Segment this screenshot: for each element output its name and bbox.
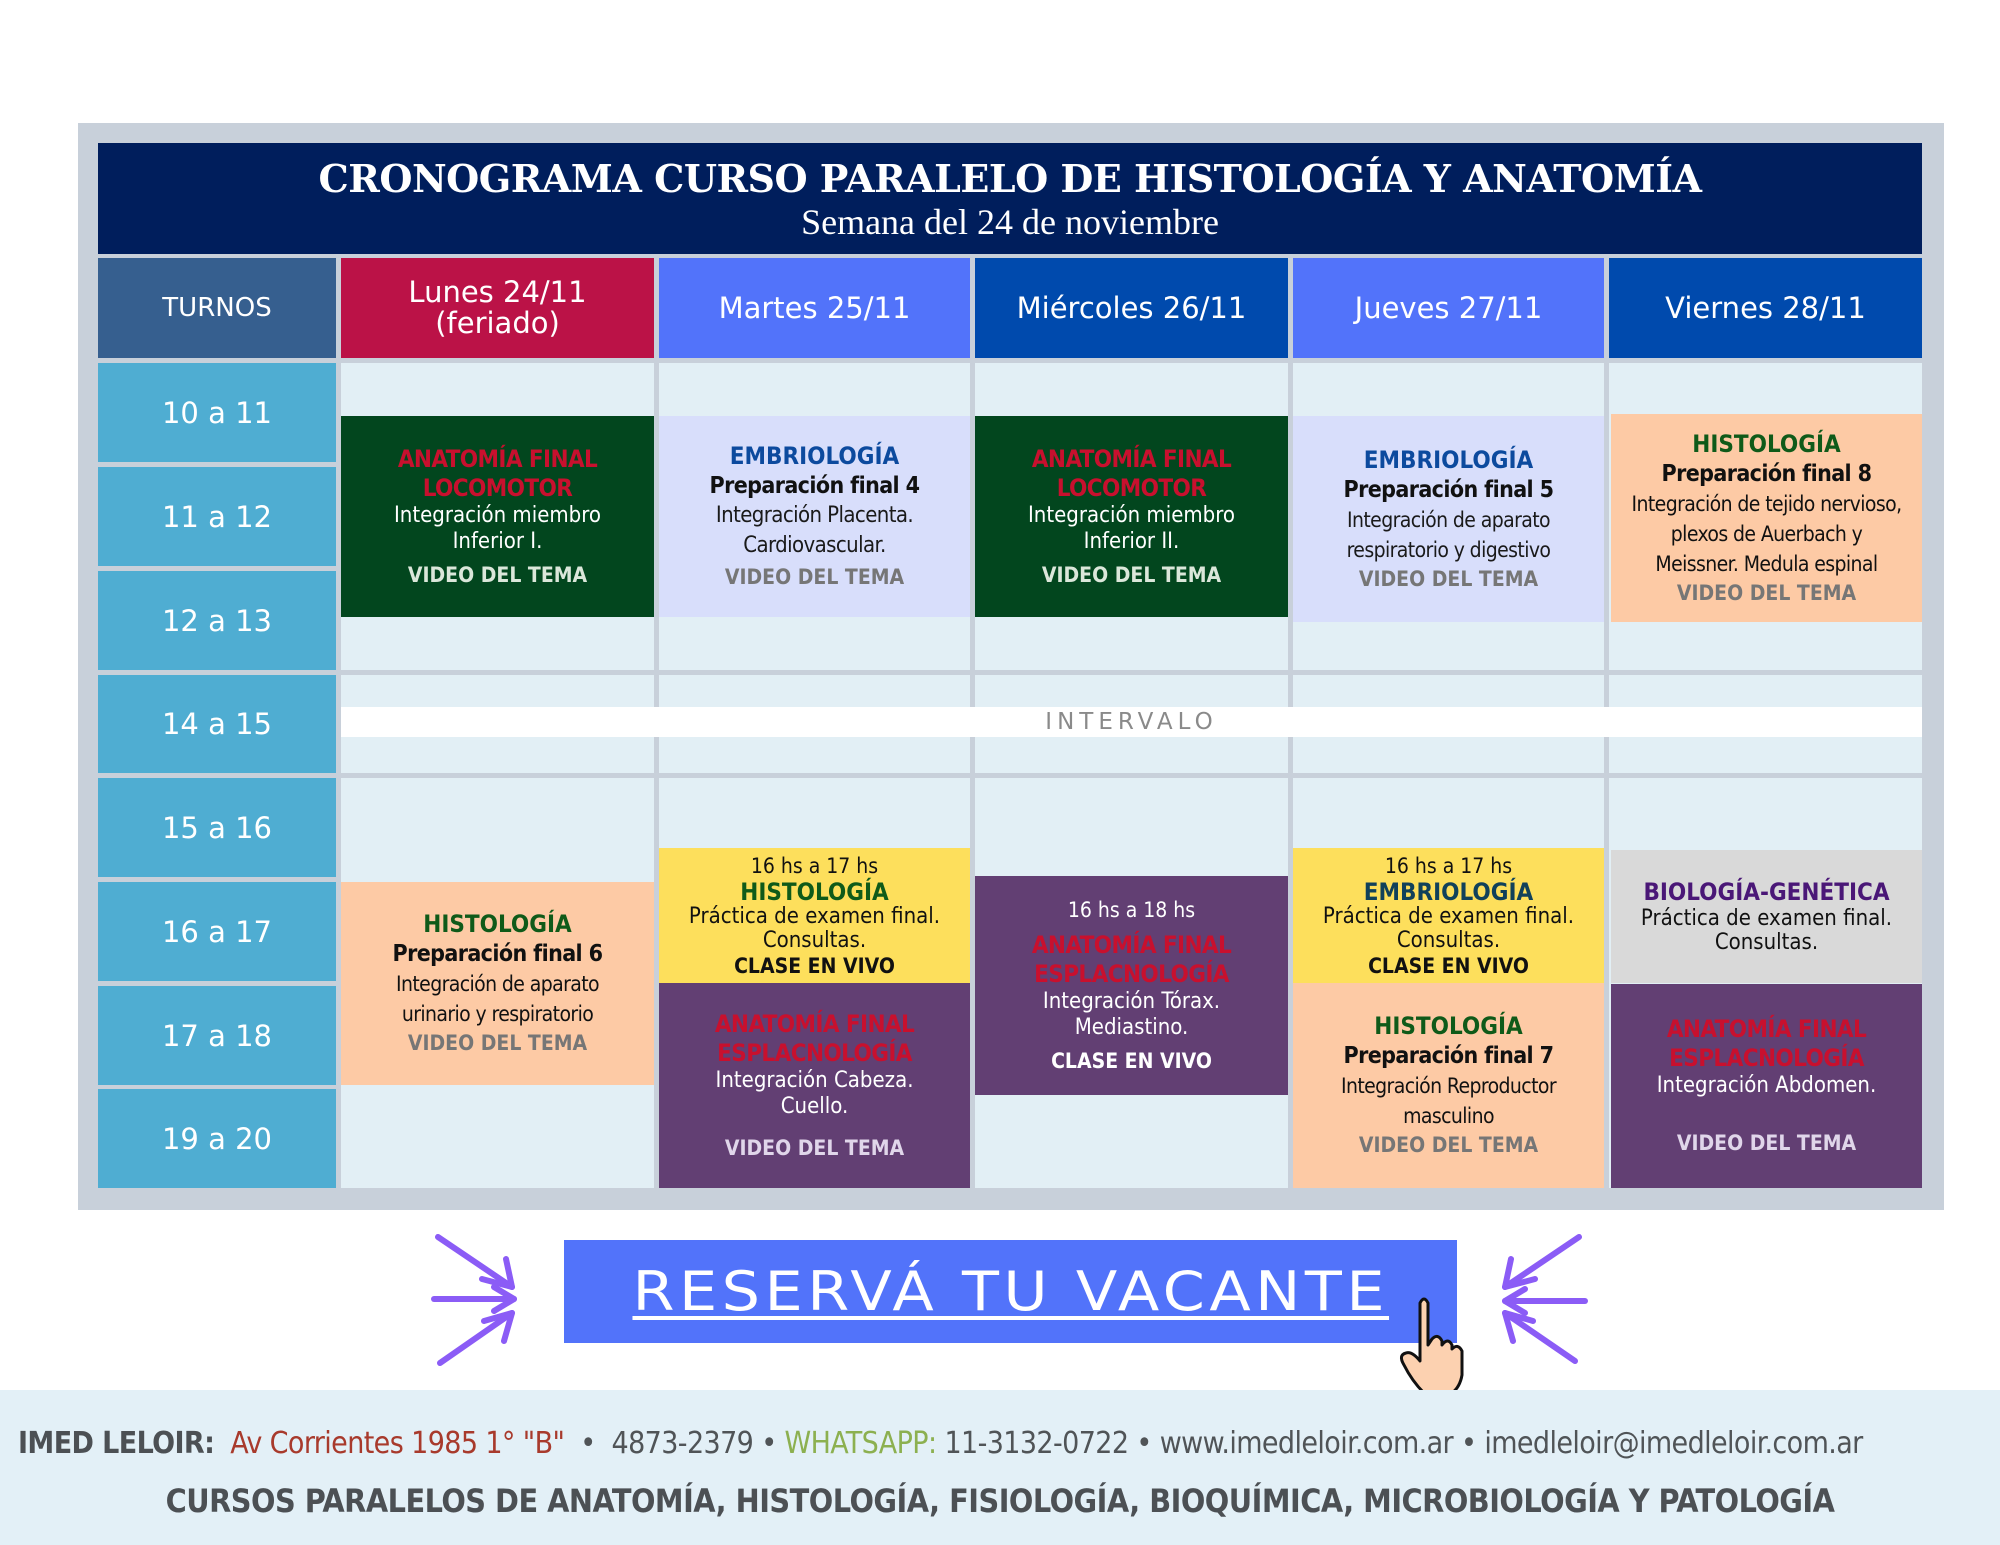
class-description: urinario y respiratorio [401, 1002, 594, 1026]
class-block-tue-histologia-live [659, 848, 970, 983]
subject-title: BIOLOGÍA-GENÉTICA [1643, 878, 1890, 906]
class-description: Práctica de examen final. [1640, 906, 1893, 931]
class-description: Práctica de examen final. [688, 903, 941, 929]
header-turnos-label: TURNOS [162, 292, 272, 323]
header-day-thursday [1293, 258, 1604, 358]
class-description: Integración miembro [393, 502, 602, 528]
class-description: plexos de Auerbach y [1670, 521, 1863, 546]
class-block-tue-anatomia-esplacnologia [659, 983, 970, 1188]
time-slot: 17 a 18 [98, 986, 336, 1085]
cta-label: RESERVÁ TU VACANTE [632, 1260, 1389, 1323]
class-description: Práctica de examen final. [1322, 903, 1575, 929]
header-day-monday [341, 258, 654, 358]
prep-title: Preparación final 5 [1343, 476, 1554, 503]
day-label: Viernes 28/11 [1665, 290, 1866, 325]
class-description: Integración Abdomen. [1656, 1073, 1877, 1098]
subject-title: ANATOMÍA FINAL [1031, 930, 1232, 959]
subject-title: ESPLACNOLOGÍA [1034, 959, 1229, 988]
class-description: Meissner. Medula espinal [1655, 551, 1878, 576]
class-block-wed-anatomia-locomotor [975, 416, 1288, 617]
class-block-thu-embriologia-live [1293, 848, 1604, 983]
video-link[interactable]: VIDEO DEL TEMA [1358, 566, 1539, 591]
class-description: Integración Reproductor [1340, 1074, 1557, 1098]
video-link[interactable]: VIDEO DEL TEMA [407, 562, 588, 587]
video-link[interactable]: VIDEO DEL TEMA [724, 565, 905, 589]
page-title: CRONOGRAMA CURSO PARALELO DE HISTOLOGÍA Y ANATOMÍA [318, 156, 1702, 201]
class-description: respiratorio y digestivo [1346, 537, 1551, 562]
day-label: Lunes 24/11 [408, 275, 587, 309]
class-description: Inferior I. [452, 528, 543, 554]
live-class-link[interactable]: CLASE EN VIVO [1368, 953, 1529, 978]
class-block-fri-anatomia-esplacnologia [1611, 984, 1922, 1188]
day-label: Jueves 27/11 [1354, 290, 1543, 325]
subject-title: ANATOMÍA FINAL [1666, 1015, 1867, 1043]
class-description: Integración miembro [1027, 502, 1236, 528]
video-link[interactable]: VIDEO DEL TEMA [1358, 1133, 1539, 1157]
courses-tagline: CURSOS PARALELOS DE ANATOMÍA, HISTOLOGÍA, FISIOLOGÍA, BIOQUÍMICA, MICROBIOLOGÍA Y PATOLOGÍA [165, 1482, 1835, 1520]
class-block-fri-histologia [1611, 414, 1922, 622]
prep-title: Preparación final 7 [1343, 1043, 1554, 1069]
class-block-mon-anatomia-locomotor [341, 416, 654, 617]
time-slot: 11 a 12 [98, 467, 336, 566]
separator: • [753, 1426, 785, 1461]
live-class-link[interactable]: CLASE EN VIVO [1051, 1048, 1212, 1073]
email-link[interactable]: imedleloir@imedleloir.com.ar [1484, 1426, 1863, 1461]
class-description: Inferior II. [1083, 528, 1180, 554]
prep-title: Preparación final 6 [392, 941, 603, 967]
time-slot: 19 a 20 [98, 1089, 336, 1188]
pointing-hand-icon [1394, 1295, 1474, 1395]
separator: • [564, 1426, 612, 1461]
class-time: 16 hs a 17 hs [750, 853, 879, 878]
arrows-left-icon [430, 1225, 540, 1375]
subject-title: LOCOMOTOR [422, 473, 573, 502]
phone-number[interactable]: 4873-2379 [611, 1426, 754, 1461]
page-subtitle: Semana del 24 de noviembre [801, 202, 1219, 242]
class-description: masculino [1403, 1104, 1494, 1128]
subject-title: HISTOLOGÍA [423, 910, 572, 938]
subject-title: EMBRIOLOGÍA [1363, 445, 1534, 474]
class-block-mon-histologia [341, 882, 654, 1085]
class-time: 16 hs a 18 hs [1067, 897, 1196, 922]
reservar-vacante-button[interactable] [564, 1240, 1457, 1343]
video-link[interactable]: VIDEO DEL TEMA [1041, 562, 1222, 587]
time-slot: 15 a 16 [98, 778, 336, 877]
class-description: Consultas. [1396, 927, 1501, 953]
header-day-friday [1609, 258, 1922, 358]
subject-title: EMBRIOLOGÍA [1363, 877, 1534, 906]
video-link[interactable]: VIDEO DEL TEMA [724, 1135, 905, 1160]
time-slot: 14 a 15 [98, 675, 336, 773]
contact-line [18, 1426, 1863, 1461]
class-description: Consultas. [1714, 930, 1819, 955]
live-class-link[interactable]: CLASE EN VIVO [734, 953, 895, 978]
class-block-thu-histologia [1293, 983, 1604, 1188]
separator: • [1453, 1426, 1485, 1461]
subject-title: LOCOMOTOR [1056, 473, 1207, 502]
whatsapp-number[interactable]: 11-3132-0722 [936, 1426, 1129, 1461]
time-slot: 16 a 17 [98, 882, 336, 981]
class-block-thu-embriologia [1293, 416, 1604, 622]
header-day-tuesday [659, 258, 970, 358]
footer [0, 1390, 2000, 1545]
website-link[interactable]: www.imedleloir.com.ar [1159, 1426, 1454, 1461]
day-label: Miércoles 26/11 [1016, 290, 1247, 325]
video-link[interactable]: VIDEO DEL TEMA [1676, 1131, 1857, 1155]
intervalo-band [341, 707, 1922, 737]
subject-title: ANATOMÍA FINAL [397, 444, 598, 473]
class-description: Integración de aparato [1347, 507, 1550, 532]
class-description: Integración de aparato [396, 972, 599, 996]
class-block-tue-embriologia [659, 416, 970, 617]
class-description: Cardiovascular. [743, 533, 886, 558]
day-note: (feriado) [435, 306, 560, 340]
time-slot: 10 a 11 [98, 363, 336, 462]
subject-title: ANATOMÍA FINAL [714, 1009, 915, 1038]
class-description: Integración Placenta. [715, 503, 914, 528]
class-description: Consultas. [762, 927, 867, 953]
title-banner [98, 143, 1922, 254]
arrows-right-icon [1475, 1225, 1590, 1375]
subject-title: HISTOLOGÍA [740, 877, 889, 906]
class-description: Integración Cabeza. [715, 1067, 914, 1093]
header-day-wednesday [975, 258, 1288, 358]
day-label: Martes 25/11 [718, 290, 911, 325]
subject-title: EMBRIOLOGÍA [729, 442, 900, 470]
whatsapp-label: WHATSAPP: [784, 1426, 937, 1461]
class-description: Mediastino. [1074, 1014, 1189, 1040]
brand-name: IMED LELOIR: [18, 1426, 215, 1461]
subject-title: ESPLACNOLOGÍA [1669, 1044, 1864, 1072]
subject-title: HISTOLOGÍA [1374, 1012, 1523, 1040]
class-block-wed-anatomia-esplacnologia-live [975, 876, 1288, 1095]
subject-title: HISTOLOGÍA [1692, 429, 1841, 458]
prep-title: Preparación final 8 [1661, 460, 1872, 487]
class-description: Integración Tórax. [1042, 988, 1221, 1014]
separator: • [1128, 1426, 1160, 1461]
subject-title: ESPLACNOLOGÍA [717, 1038, 912, 1067]
cta-area [430, 1225, 1590, 1395]
intervalo-label: INTERVALO [1045, 709, 1218, 735]
subject-title: ANATOMÍA FINAL [1031, 444, 1232, 473]
class-time: 16 hs a 17 hs [1384, 853, 1513, 878]
time-slot: 12 a 13 [98, 571, 336, 670]
class-block-fri-biologia-genetica [1611, 850, 1922, 983]
class-description: Cuello. [780, 1093, 849, 1119]
header-turnos [98, 258, 336, 358]
class-description: Integración de tejido nervioso, [1631, 491, 1902, 516]
video-link[interactable]: VIDEO DEL TEMA [407, 1031, 588, 1055]
prep-title: Preparación final 4 [709, 473, 920, 499]
address: Av Corrientes 1985 1° "B" [230, 1426, 565, 1461]
video-link[interactable]: VIDEO DEL TEMA [1676, 580, 1857, 605]
